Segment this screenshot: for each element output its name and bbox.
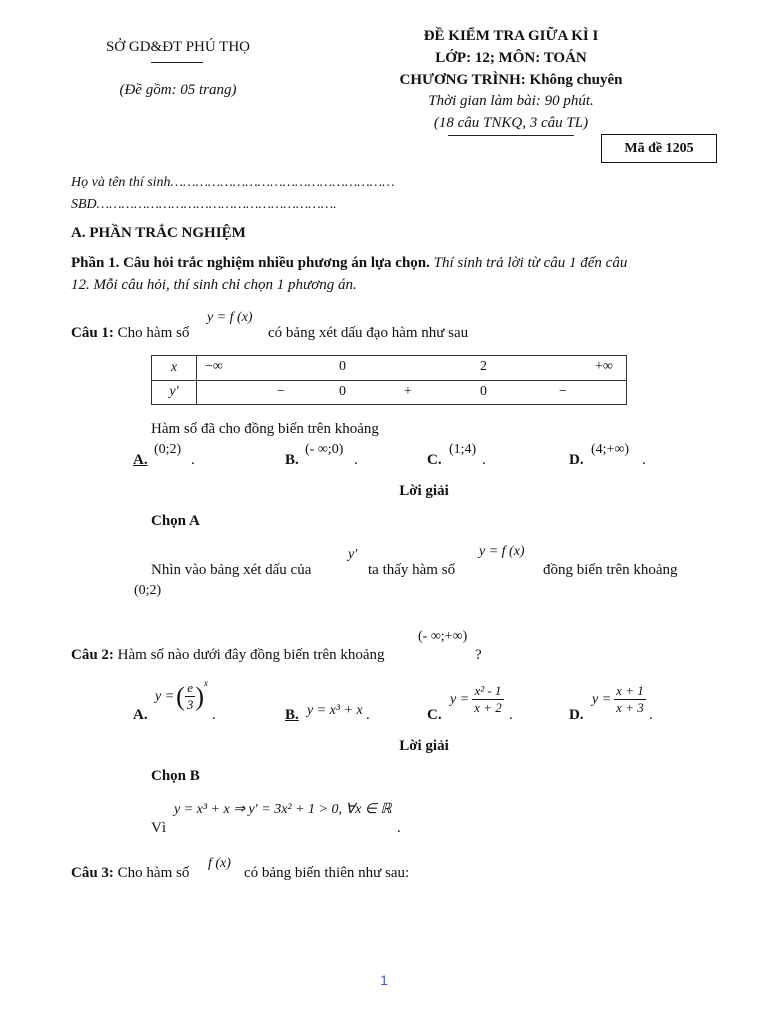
exam-grade-subject: LỚP: 12; MÔN: TOÁN: [435, 50, 587, 66]
sign-table-yprime-label: y′: [152, 380, 197, 405]
q1-option-d-value: (4;+∞): [591, 442, 630, 457]
q1-option-a[interactable]: [133, 452, 148, 469]
q2-option-d[interactable]: [569, 707, 584, 724]
page-number: 1: [380, 972, 388, 988]
student-id-line: SBD………………………………………………….: [71, 197, 337, 212]
q2-a-fraction: [185, 680, 196, 713]
q1-formula: y = f (x): [207, 310, 253, 325]
sign-table-yprime-values: [197, 380, 627, 405]
q2-d-y: y =: [592, 691, 612, 707]
q2-option-c-dot: .: [509, 707, 513, 723]
q2-option-b-formula: y = x³ + x: [307, 703, 363, 718]
yprime-zero-2: 0: [480, 383, 487, 399]
q3-formula: f (x): [208, 856, 231, 871]
part1-title: Phần 1. Câu hỏi trắc nghiệm nhiều phương án lựa chọn.: [71, 255, 430, 271]
q2-a-y: y =: [155, 688, 175, 704]
header-right-divider: [448, 135, 574, 136]
sign-table-x-label: x: [152, 356, 197, 381]
exam-time: Thời gian làm bài: 90 phút.: [428, 93, 594, 109]
q3-label: Câu 3:: [71, 865, 114, 881]
q1-prompt: Hàm số đã cho đồng biến trên khoảng: [151, 421, 379, 437]
option-letter: A.: [133, 452, 148, 468]
q2-solution-title: Lời giải: [399, 738, 449, 754]
option-letter: D.: [569, 707, 584, 723]
q2-label: Câu 2:: [71, 647, 114, 663]
q2-c-fraction: [472, 683, 504, 716]
q2-option-d-formula: [592, 683, 646, 716]
q2-c-numerator: x² - 1: [472, 683, 504, 700]
exam-format: (18 câu TNKQ, 3 câu TL): [433, 115, 589, 131]
header-left-divider: [151, 62, 203, 63]
q2-a-lparen: (: [176, 681, 185, 711]
q2-option-b[interactable]: [285, 707, 299, 724]
q1-sign-table: [151, 355, 627, 405]
q1-option-c-value: (1;4): [449, 442, 477, 457]
q2-c-y: y =: [450, 691, 470, 707]
option-letter: C.: [427, 452, 442, 468]
yprime-sign-2: +: [404, 383, 412, 399]
q2-option-a-formula: [155, 680, 208, 713]
q2-question-mark: ?: [475, 647, 482, 663]
x-value-neg-inf: −∞: [205, 359, 223, 374]
exam-code-box: Mã đề 1205: [601, 134, 717, 163]
q1-text-before: Cho hàm số: [117, 325, 190, 341]
q2-explain-formula: y = x³ + x ⇒ y′ = 3x² + 1 > 0, ∀x ∈ ℝ: [174, 802, 392, 817]
x-value-pos-inf: +∞: [595, 359, 613, 374]
q1-option-a-dot: .: [191, 452, 195, 468]
q1-option-d[interactable]: [569, 452, 584, 469]
q2-option-a[interactable]: [133, 707, 148, 724]
section-a-heading: A. PHẦN TRẮC NGHIỆM: [71, 225, 246, 241]
q2-option-c-formula: [450, 683, 504, 716]
student-name-line: Họ và tên thí sinh………………………………………………: [71, 175, 395, 190]
q2-a-numerator: e: [185, 680, 196, 697]
part1-instruction-1: Thí sinh trả lời từ câu 1 đến câu: [433, 255, 628, 271]
q1-option-b[interactable]: [285, 452, 299, 469]
x-value-two: 2: [480, 359, 487, 374]
option-letter: B.: [285, 452, 299, 468]
q1-explain-formula: y = f (x): [479, 544, 525, 559]
q2-d-numerator: x + 1: [616, 683, 644, 698]
sign-table-x-values: [197, 356, 627, 381]
q2-a-denominator: 3: [186, 697, 194, 712]
q1-option-d-dot: .: [642, 452, 646, 468]
option-letter: C.: [427, 707, 442, 723]
q3-text-after: có bảng biến thiên như sau:: [244, 865, 410, 881]
yprime-sign-1: −: [277, 383, 285, 399]
q2-c-denominator: x + 2: [474, 700, 502, 715]
q1-solution-title: Lời giải: [399, 483, 449, 499]
x-value-zero: 0: [339, 359, 346, 374]
q1-text-after: có bảng xét dấu đạo hàm như sau: [268, 325, 469, 341]
yprime-zero-1: 0: [339, 383, 346, 399]
q2-stem: [71, 647, 385, 664]
q1-explain-yprime: y′: [348, 547, 358, 562]
option-letter: B.: [285, 707, 299, 723]
page-count-note: (Đề gồm: 05 trang): [119, 82, 237, 98]
q1-stem: [71, 325, 189, 342]
q2-text: Hàm số nào dưới đây đồng biến trên khoảng: [117, 647, 385, 663]
yprime-sign-3: −: [559, 383, 567, 399]
q1-option-a-value: (0;2): [154, 442, 182, 457]
q1-option-b-value: (- ∞;0): [305, 442, 344, 457]
q2-choice: Chọn B: [151, 768, 200, 784]
q1-label: Câu 1:: [71, 325, 114, 341]
q1-option-c-dot: .: [482, 452, 486, 468]
sign-table-row-yprime: [152, 380, 627, 405]
q1-option-c[interactable]: [427, 452, 442, 469]
q2-option-d-dot: .: [649, 707, 653, 723]
q2-d-fraction: [614, 683, 646, 716]
q2-a-exponent: x: [204, 678, 209, 688]
option-letter: A.: [133, 707, 148, 723]
q2-option-a-dot: .: [212, 707, 216, 723]
q1-choice: Chọn A: [151, 513, 200, 529]
q1-explain-text-3: đồng biến trên khoảng: [543, 562, 678, 578]
q1-explain-text-2: ta thấy hàm số: [368, 562, 456, 578]
part1-instructions: [71, 255, 697, 272]
q2-because: Vì: [151, 820, 166, 836]
q1-explain-text-1: Nhìn vào bảng xét dấu của: [151, 562, 312, 578]
q2-option-c[interactable]: [427, 707, 442, 724]
q1-option-b-dot: .: [354, 452, 358, 468]
q2-option-b-dot: .: [366, 707, 370, 723]
department-name: SỞ GD&ĐT PHÚ THỌ: [105, 39, 251, 55]
sign-table-row-x: [152, 356, 627, 381]
exam-title: ĐỀ KIỂM TRA GIỮA KÌ I: [423, 28, 599, 44]
q3-text-before: Cho hàm số: [117, 865, 190, 881]
exam-program: CHƯƠNG TRÌNH: Không chuyên: [399, 72, 623, 88]
part1-instruction-2: 12. Mỗi câu hỏi, thí sinh chỉ chọn 1 phương án.: [71, 277, 357, 293]
q1-explain-interval: (0;2): [134, 583, 162, 598]
q2-a-rparen: ): [195, 681, 205, 711]
q2-interval: (- ∞;+∞): [418, 629, 468, 644]
q3-stem: [71, 865, 189, 882]
option-letter: D.: [569, 452, 584, 468]
q2-d-denominator: x + 3: [616, 700, 644, 715]
q2-explain-dot: .: [397, 820, 401, 836]
